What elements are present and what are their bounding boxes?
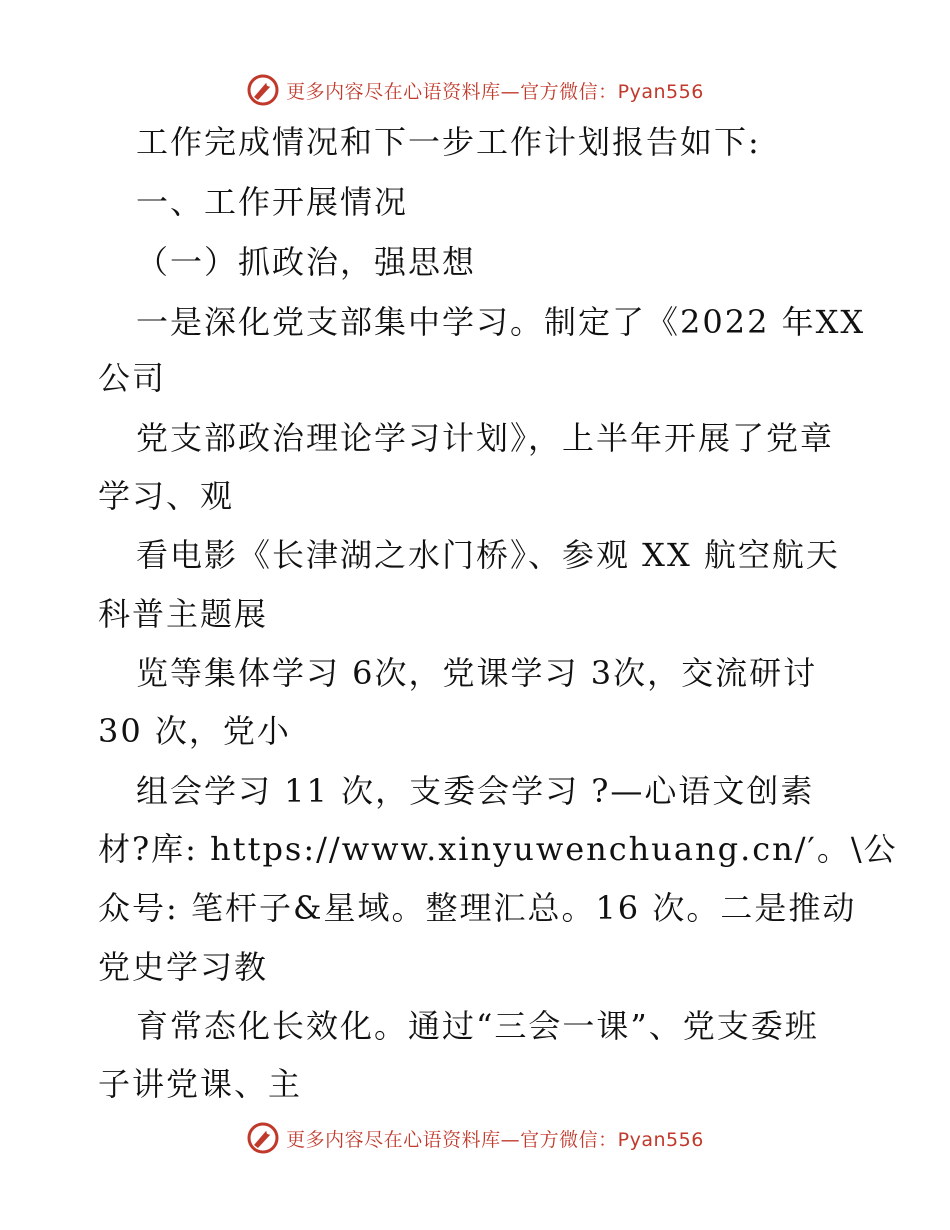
text-line: 30 次，党小 [98, 712, 291, 750]
text-line: 众号: 笔杆子&星域。整理汇总。16 次。二是推动 [98, 889, 857, 927]
text-line: 组会学习 11 次，支委会学习 ?—心语文创素 [136, 772, 815, 810]
text-line: 党史学习教 [98, 948, 269, 986]
text-line: 子讲党课、主 [98, 1065, 303, 1103]
section-heading: 一、工作开展情况 [136, 183, 409, 221]
text-line: 览等集体学习 6次，党课学习 3次，交流研讨 [136, 654, 818, 692]
text-line: 看电影《长津湖之水门桥》、参观 XX 航空航天 [136, 536, 840, 574]
text-line: 学习、观 [98, 477, 235, 515]
text-line: 材?库: https://www.xinyuwenchuang.cn/′。\公 [98, 830, 898, 868]
subsection-heading: （一）抓政治，强思想 [136, 243, 477, 281]
text-line: 一是深化党支部集中学习。制定了《2022 年XX [136, 303, 866, 341]
watermark-text: 更多内容尽在心语资料库—官方微信：Pyan556 [286, 80, 704, 103]
text-line: 工作完成情况和下一步工作计划报告如下: [136, 123, 761, 161]
text-line: 科普主题展 [98, 595, 269, 633]
watermark-text: 更多内容尽在心语资料库—官方微信：Pyan556 [286, 1128, 704, 1151]
text-line: 公司 [98, 359, 167, 397]
watermark-banner-bottom [0, 1118, 950, 1158]
ink-pen-logo-icon [246, 73, 280, 107]
ink-pen-logo-icon [246, 1121, 280, 1155]
text-line: 党支部政治理论学习计划》，上半年开展了党章 [136, 419, 835, 457]
watermark-banner-top [0, 70, 950, 110]
text-line: 育常态化长效化。通过“三会一课”、党支委班 [136, 1007, 819, 1045]
